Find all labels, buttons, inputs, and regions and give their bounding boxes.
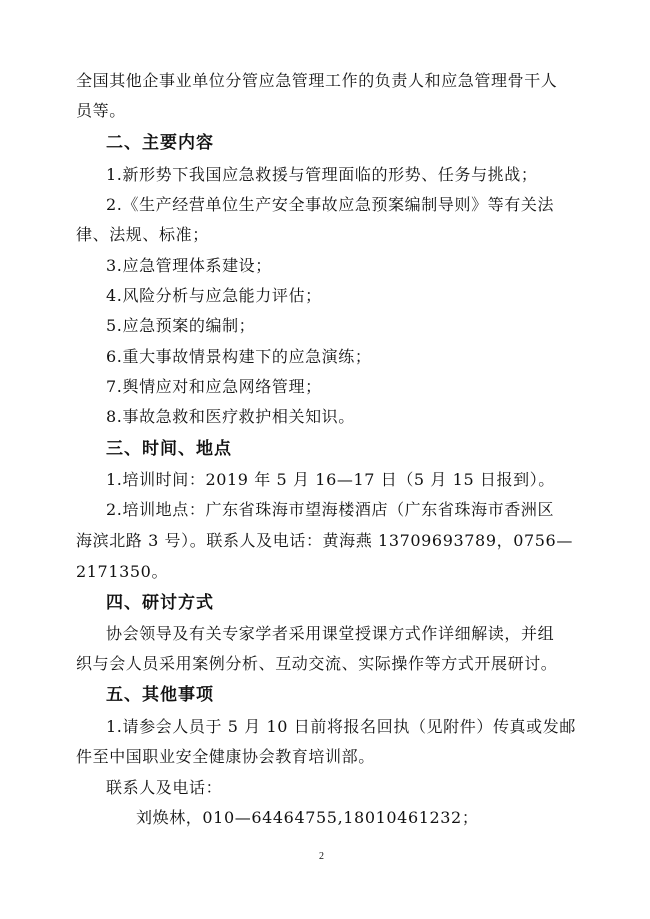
list-item-continuation: 2171350。 (76, 562, 169, 581)
list-item: 3.应急管理体系建设； (106, 256, 272, 275)
list-item: 8.事故急救和医疗救护相关知识。 (106, 407, 355, 426)
list-item: 2.培训地点：广东省珠海市望海楼酒店（广东省珠海市香洲区 (106, 500, 555, 519)
list-item: 6.重大事故情景构建下的应急演练； (106, 347, 372, 366)
section-heading-main-content: 二、主要内容 (106, 133, 214, 153)
section-heading-discussion-method: 四、研讨方式 (106, 593, 214, 613)
list-item: 7.舆情应对和应急网络管理； (106, 377, 322, 396)
section-heading-other-matters: 五、其他事项 (106, 685, 214, 705)
list-item-continuation: 件至中国职业安全健康协会教育培训部。 (76, 747, 375, 766)
section-heading-time-location: 三、时间、地点 (106, 439, 232, 459)
list-item: 1.请参会人员于 5 月 10 日前将报名回执（见附件）传真或发邮 (106, 717, 576, 736)
body-text-line: 全国其他企事业单位分管应急管理工作的负责人和应急管理骨干人 (76, 71, 558, 90)
list-item-continuation: 海滨北路 3 号）。联系人及电话：黄海燕 13709693789，0756— (76, 531, 573, 550)
list-item: 1.新形势下我国应急救援与管理面临的形势、任务与挑战； (106, 165, 538, 184)
list-item: 1.培训时间：2019 年 5 月 16—17 日（5 月 15 日报到）。 (106, 470, 555, 489)
list-item: 4.风险分析与应急能力评估； (106, 286, 322, 305)
list-item: 5.应急预案的编制； (106, 316, 256, 335)
list-item-continuation: 律、法规、标准； (76, 225, 209, 244)
body-text-line: 员等。 (76, 101, 126, 120)
body-text-line: 织与会人员采用案例分析、互动交流、实际操作等方式开展研讨。 (76, 654, 558, 673)
contact-info: 刘焕林，010—64464755,18010461232； (136, 808, 479, 827)
page-number: 2 (319, 851, 324, 862)
contact-label: 联系人及电话： (106, 778, 223, 797)
body-text-line: 协会领导及有关专家学者采用课堂授课方式作详细解读，并组 (106, 624, 555, 643)
list-item: 2.《生产经营单位生产安全事故应急预案编制导则》等有关法 (106, 195, 555, 214)
